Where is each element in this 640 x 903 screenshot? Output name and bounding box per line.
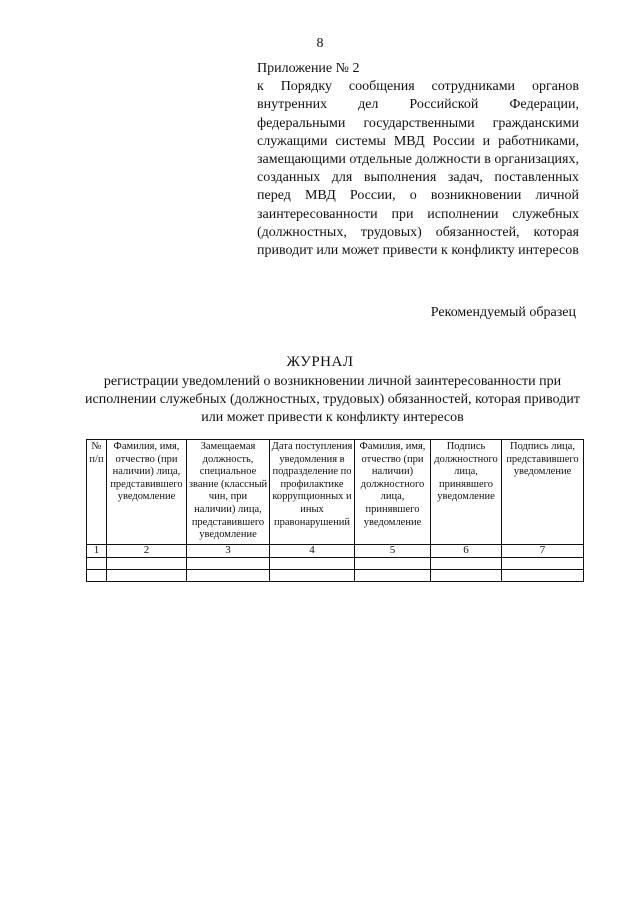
table-cell	[87, 570, 107, 582]
column-number: 5	[355, 545, 431, 558]
column-number: 1	[87, 545, 107, 558]
column-number: 4	[270, 545, 355, 558]
sample-label: Рекомендуемый образец	[430, 305, 576, 320]
table-cell	[431, 570, 502, 582]
table-cell	[187, 570, 270, 582]
table-header-row	[87, 440, 584, 545]
column-number: 3	[187, 545, 270, 558]
column-number: 6	[431, 545, 502, 558]
page-number: 8	[316, 36, 324, 51]
header-number: № п/п	[87, 440, 107, 545]
header-official-signature: Подпись должностного лица, принявшего уведомление	[431, 440, 502, 545]
appendix-body: к Порядку сообщения сотрудниками органов внутренних дел Российской Федерации, федеральными государственными гражданскими служащими системы МВД России и работниками, замещающими отдельные должности в организациях, созданных для выполнения задач, поставленных перед МВД России, о возникновении личной заинтересованности при исполнении служебных (должностных, трудовых) обязанностей, которая приводит или может привести к конфликту интересов	[257, 79, 579, 259]
header-receipt-date: Дата поступления уведомления в подразделение по профилактике коррупционных и иных правонарушений	[270, 440, 355, 545]
column-number: 7	[502, 545, 584, 558]
header-applicant-name: Фамилия, имя, отчество (при наличии) лица, представившего уведомление	[107, 440, 187, 545]
table-cell	[270, 570, 355, 582]
table-cell	[107, 558, 187, 570]
table-cell	[431, 558, 502, 570]
header-applicant-signature: Подпись лица, представившего уведомление	[502, 440, 584, 545]
header-official-name: Фамилия, имя, отчество (при наличии) должностного лица, принявшего уведомление	[355, 440, 431, 545]
journal-table	[86, 439, 584, 582]
table-cell	[502, 558, 584, 570]
table-cell	[87, 558, 107, 570]
table-cell	[107, 570, 187, 582]
column-number: 2	[107, 545, 187, 558]
table-cell	[187, 558, 270, 570]
column-number-row	[87, 545, 584, 558]
appendix-title: Приложение № 2	[257, 61, 360, 76]
table-cell	[502, 570, 584, 582]
table-cell	[355, 570, 431, 582]
appendix-block	[257, 60, 579, 260]
table-cell	[355, 558, 431, 570]
table-cell	[270, 558, 355, 570]
table-row	[87, 558, 584, 570]
table-row	[87, 570, 584, 582]
header-position: Замещаемая должность, специальное звание (классный чин, при наличии) лица, представившего уведомление	[187, 440, 270, 545]
journal-subtitle: регистрации уведомлений о возникновении личной заинтересованности при исполнении служебных (должностных, трудовых) обязанностей, которая приводит или может привести к конфликту интересов	[85, 374, 580, 425]
journal-title: ЖУРНАЛ	[286, 354, 354, 370]
